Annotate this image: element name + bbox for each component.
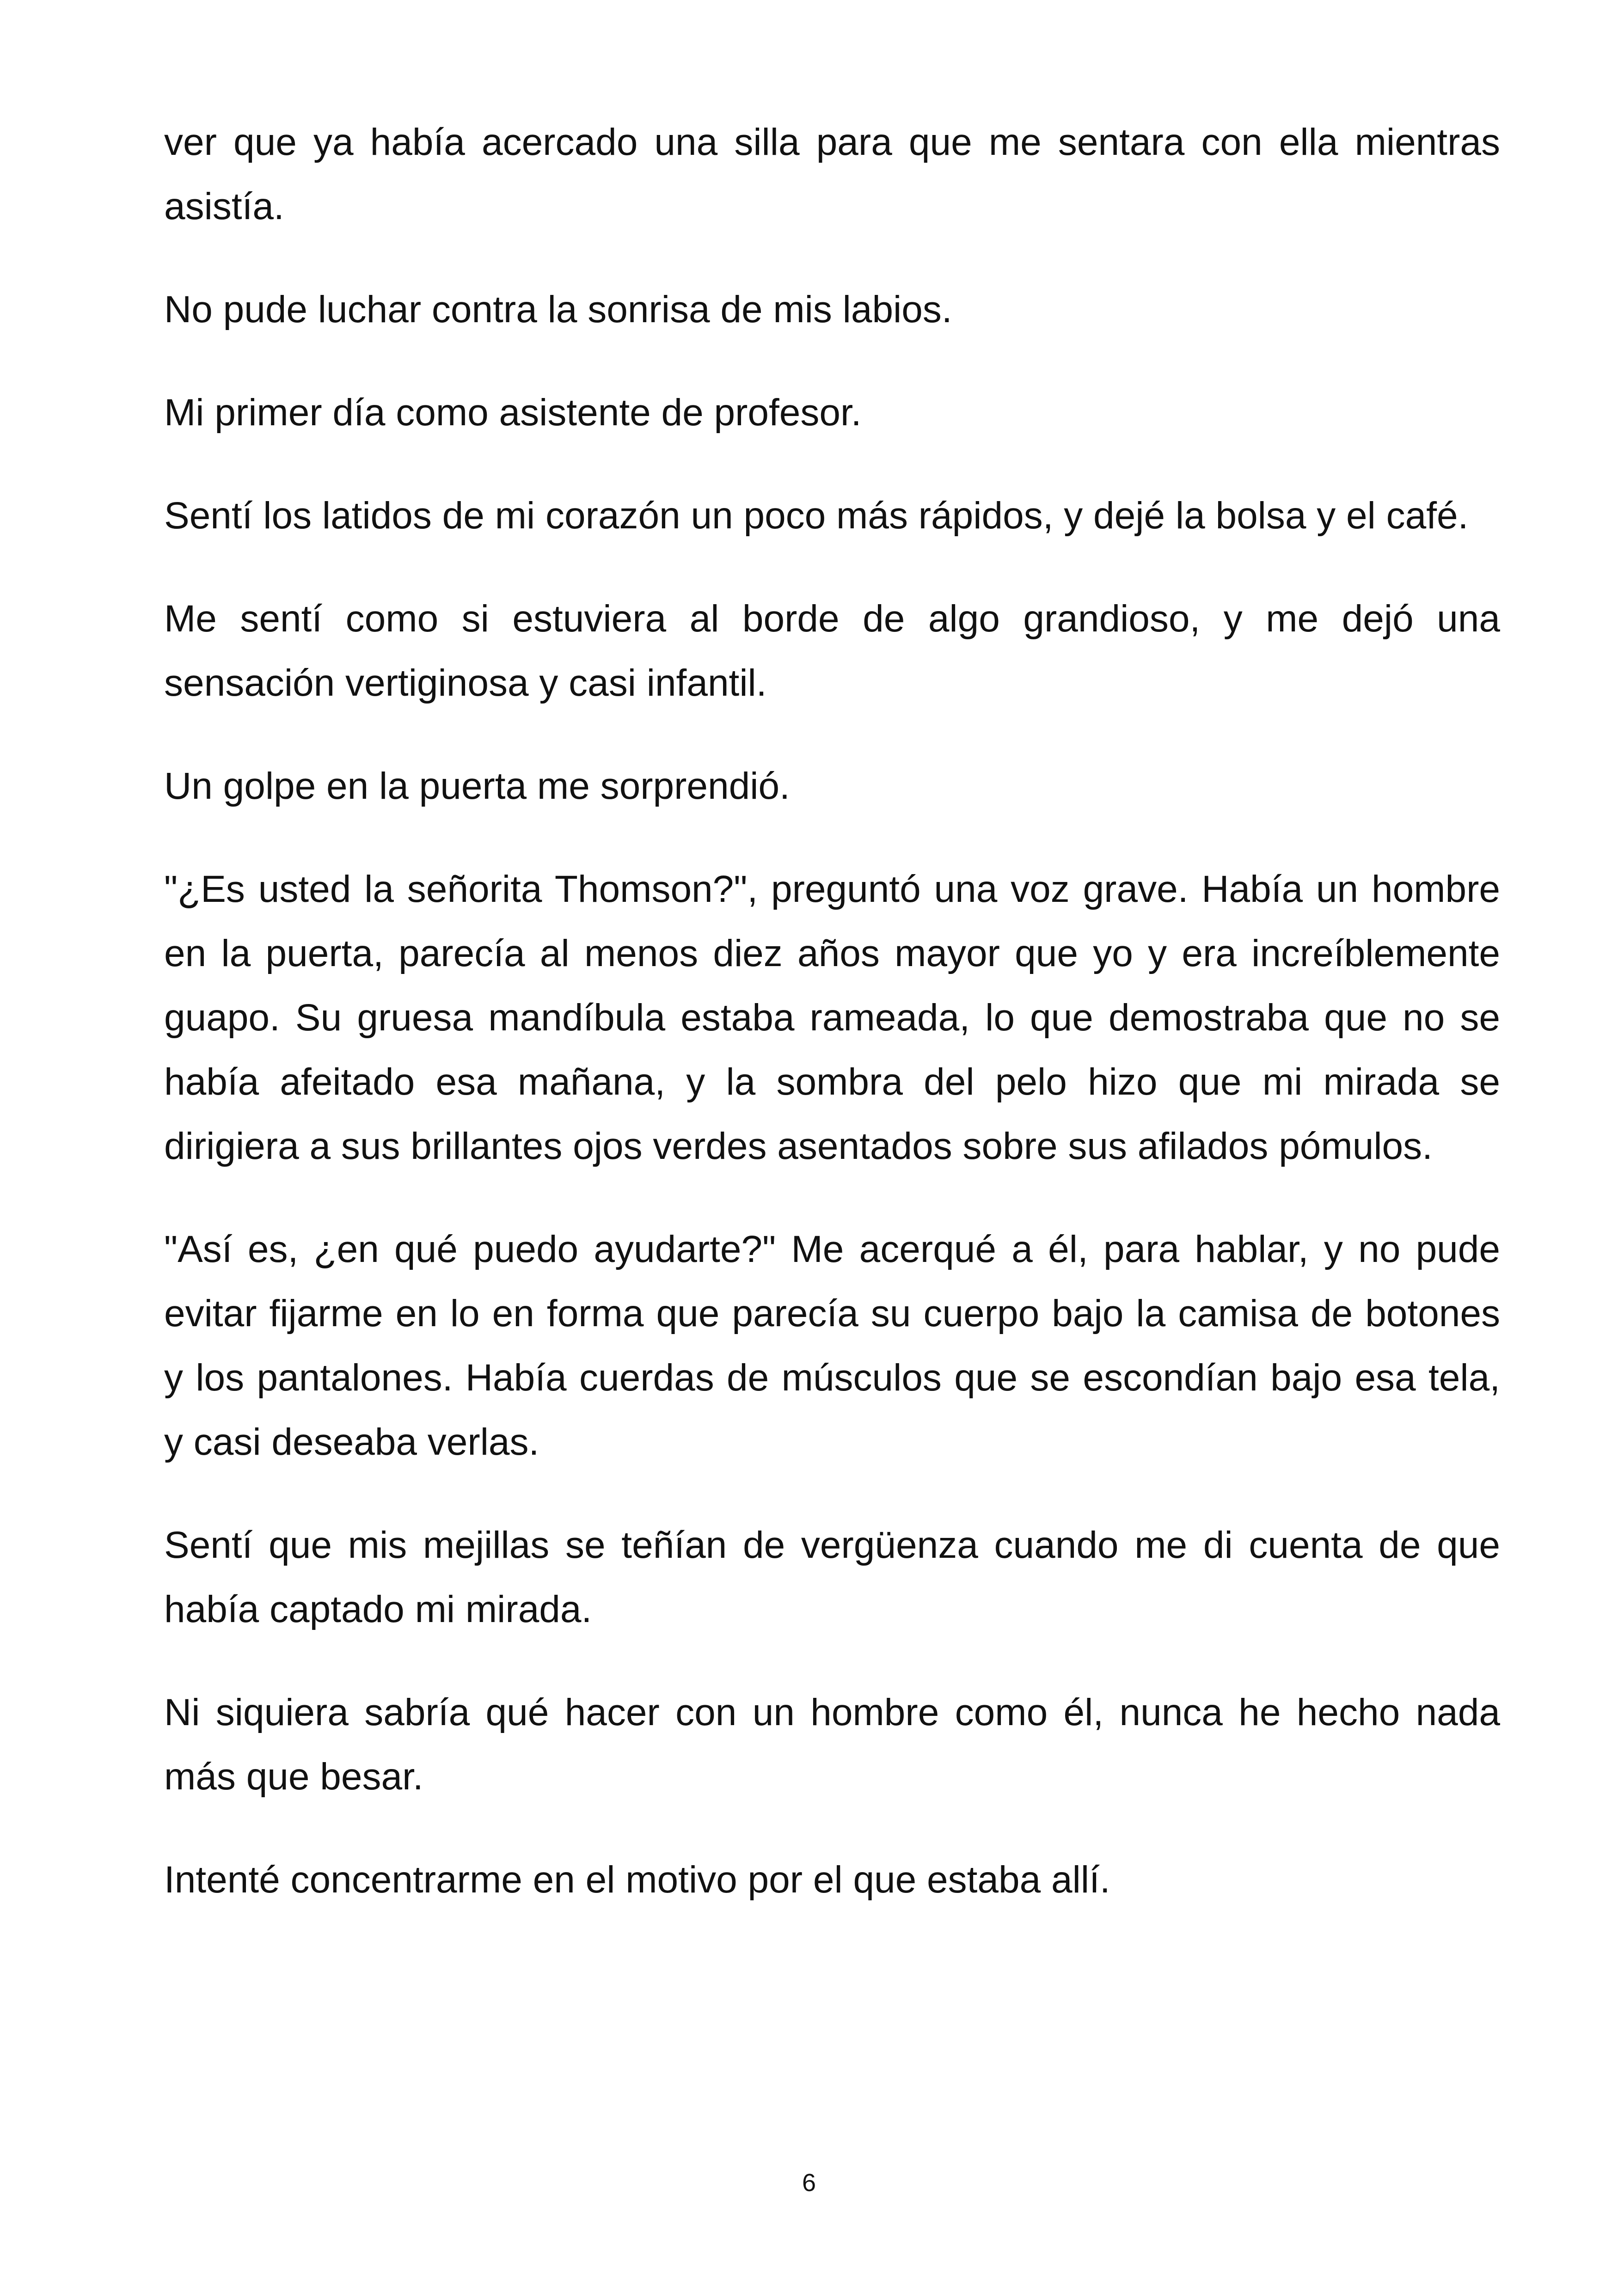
paragraph: Me sentí como si estuviera al borde de algo grandioso, y me dejó una sensación vertiginosa y casi infantil. (164, 598, 1500, 704)
paragraph: Ni siquiera sabría qué hacer con un hombre como él, nunca he hecho nada más que besar. (164, 1691, 1500, 1798)
paragraph: Sentí los latidos de mi corazón un poco más rápidos, y dejé la bolsa y el café. (164, 495, 1469, 537)
paragraph: ver que ya había acercado una silla para que me sentara con ella mientras asistía. (164, 121, 1500, 227)
paragraph: No pude luchar contra la sonrisa de mis labios. (164, 288, 952, 331)
paragraph: "Así es, ¿en qué puedo ayudarte?" Me acerqué a él, para hablar, y no pude evitar fijarme en lo en forma que parecía su cuerpo bajo la camisa de botones y los pantalones. Había cuerdas de músculos que se escondían bajo esa tela, y casi deseaba verlas. (164, 1228, 1500, 1463)
paragraph: Intenté concentrarme en el motivo por el que estaba allí. (164, 1859, 1110, 1901)
paragraph: Sentí que mis mejillas se teñían de vergüenza cuando me di cuenta de que había captado mi mirada. (164, 1524, 1500, 1630)
paragraph: Un golpe en la puerta me sorprendió. (164, 765, 790, 807)
page-number: 6 (802, 2169, 816, 2197)
paragraph: Mi primer día como asistente de profesor. (164, 392, 862, 434)
paragraph: "¿Es usted la señorita Thomson?", preguntó una voz grave. Había un hombre en la puerta, parecía al menos diez años mayor que yo y era increíblemente guapo. Su gruesa mandíbula estaba rameada, lo que demostraba que no se había afeitado esa mañana, y la sombra del pelo hizo que mi mirada se dirigiera a sus brillantes ojos verdes asentados sobre sus afilados pómulos. (164, 868, 1500, 1167)
body-text (164, 110, 1500, 1951)
